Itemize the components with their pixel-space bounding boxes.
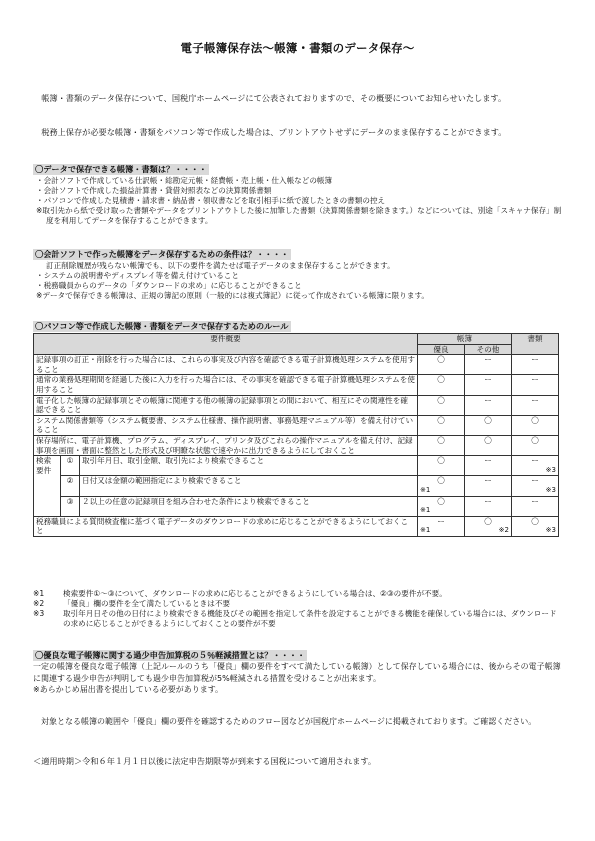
footnote-text: 「優良」欄の要件を全て満たしているときは不要 <box>63 599 231 608</box>
other-cell: ー <box>465 395 512 415</box>
requirement-cell: 通常の業務処理期間を経過した後に入力を行った場合には、その事実を確認できる電子計算機処理システムを使用すること <box>34 375 418 395</box>
other-cell: ー <box>465 456 512 476</box>
list-item: ・システムの説明書やディスプレイ等を備え付けていること <box>36 271 239 280</box>
docs-cell: 〇 <box>512 435 559 455</box>
list-item: ・会計ソフトで作成した損益計算書・貸借対照表などの決算関係書類 <box>36 186 272 195</box>
good-cell: 〇 <box>418 395 465 415</box>
list-item: ・パソコンで作成した見積書・請求書・納品書・領収書などを取引相手に紙で渡したときの書類の控え <box>36 196 386 205</box>
other-cell <box>465 516 512 536</box>
good-mark: 〇 <box>437 476 445 486</box>
search-number-cell: ③ <box>61 496 80 516</box>
docs-cell: ー <box>512 395 559 415</box>
search-number-cell: ① <box>61 456 80 476</box>
intro-paragraph-2: 税務上保存が必要な帳簿・書類をパソコン等で作成した場合は、プリントアウトせずにデータのまま保存することができます。 <box>41 127 507 137</box>
good-note: ※1 <box>420 506 431 515</box>
table-row <box>34 456 559 476</box>
good-cell: 〇 <box>418 415 465 435</box>
search-number-cell: ② <box>61 476 80 496</box>
intro-paragraph: 帳簿・書類のデータ保存について、国税庁ホームページにて公表されておりますので、その概要についてお知らせいたします。 <box>41 93 507 103</box>
table-row <box>34 496 559 516</box>
table-row <box>34 516 559 536</box>
docs-cell: 〇 <box>512 415 559 435</box>
footnote <box>33 589 563 599</box>
column-header-requirement: 要件概要 <box>34 334 418 355</box>
docs-mark: 〇 <box>531 516 539 526</box>
good-cell <box>418 456 465 476</box>
section-heading-2: 〇会計ソフトで作った帳簿をデータ保存するための条件は？・・・・ <box>35 249 289 259</box>
column-header-docs: 書類 <box>512 334 559 355</box>
good-cell <box>418 516 465 536</box>
closing-paragraph: 対象となる帳簿の範囲や「優良」欄の要件を確認するためのフロー図などが国税庁ホームページに掲載されております。ご確認ください。 <box>41 717 537 726</box>
table-row <box>34 355 559 375</box>
good-note: ※1 <box>420 526 431 535</box>
footnote-key: ※1 <box>33 589 45 598</box>
good-mark: 〇 <box>437 496 445 506</box>
rules-table <box>33 333 559 537</box>
docs-cell: ー <box>512 355 559 375</box>
section2-list <box>36 261 566 301</box>
good-cell: 〇 <box>418 375 465 395</box>
table-row <box>34 375 559 395</box>
footnote-text: 取引年月日その他の日付により検索できる機能及びその範囲を指定して条件を設定することができる機能を確保している場合には、ダウンロードの求めに応じることができるようにしておくことの要件が不要 <box>63 609 557 628</box>
good-cell <box>418 476 465 496</box>
footnote <box>33 599 563 609</box>
good-note: ※1 <box>420 485 431 494</box>
effective-date: ＜適用時期＞令和６年１月１日以後に法定申告期限等が到来する国税について適用されます。 <box>33 756 377 766</box>
other-cell: ー <box>465 476 512 496</box>
section1-list <box>36 176 566 226</box>
section4-text: 一定の帳簿を優良な電子帳簿（上記ルールのうち「優良」欄の要件をすべて満たしている帳簿）として保存している場合には、後からその電子帳簿に関連する過少申告が判明しても過少申告加算税が5%軽減される措置を受けることが出来ます。 <box>33 662 561 683</box>
other-cell: 〇 <box>465 415 512 435</box>
list-item: 訂正削除履歴が残らない帳簿でも、以下の要件を満たせば電子データのまま保存することができます。 <box>46 261 395 270</box>
list-item: ・税務職員からのデータの「ダウンロードの求め」に応じることができること <box>36 281 302 290</box>
requirement-cell: 保存場所に、電子計算機、プログラム、ディスプレイ、プリンタ及びこれらの操作マニュアルを備え付け、記録事項を画面・書面に整然とした形式及び明瞭な状態で速やかに出力できるようにしておくこと <box>34 435 418 455</box>
requirement-cell: 電子化した帳簿の記録事項とその帳簿に関連する他の帳簿の記録事項との間において、相互にその関連性を確認できること <box>34 395 418 415</box>
footnote-key: ※3 <box>33 609 45 618</box>
other-note: ※2 <box>498 526 509 535</box>
section4-paragraph <box>33 661 563 696</box>
table-row <box>34 435 559 455</box>
footnote-key: ※2 <box>33 599 45 608</box>
requirement-cell: ２以上の任意の記録項目を組み合わせた条件により検索できること <box>80 496 418 516</box>
table-row <box>34 395 559 415</box>
requirement-cell: 記録事項の訂正・削除を行った場合には、これらの事実及び内容を確認できる電子計算機処理システムを使用すること <box>34 355 418 375</box>
table-row <box>34 476 559 496</box>
section-heading-4: 〇優良な電子帳簿に関する過少申告加算税の５％軽減措置とは？・・・・ <box>35 650 306 660</box>
column-header-other: その他 <box>465 344 512 355</box>
section-heading-3: 〇パソコン等で作成した帳簿・書類をデータで保存するためのルール <box>35 321 289 331</box>
good-mark: 〇 <box>437 456 445 466</box>
column-header-good: 優良 <box>418 344 465 355</box>
section-heading-1: 〇データで保存できる帳簿・書類は？・・・・ <box>35 164 207 174</box>
docs-cell <box>512 476 559 496</box>
requirement-cell: 日付又は金額の範囲指定により検索できること <box>80 476 418 496</box>
good-cell: 〇 <box>418 355 465 375</box>
section4-note: ※あらかじめ届出書を提出している必要があります。 <box>33 685 224 694</box>
requirement-cell: システム関係書類等（システム概要書、システム仕様書、操作説明書、事務処理マニュアル等）を備え付けていること <box>34 415 418 435</box>
good-cell: 〇 <box>418 435 465 455</box>
good-mark: ー <box>437 516 445 526</box>
docs-note: ※3 <box>545 526 556 535</box>
other-mark: 〇 <box>484 516 492 526</box>
footnote-text: 検索要件①〜③について、ダウンロードの求めに応じることができるようにしている場合は、②③の要件が不要。 <box>63 589 447 598</box>
docs-cell <box>512 456 559 476</box>
other-cell: ー <box>465 355 512 375</box>
good-cell <box>418 496 465 516</box>
docs-cell: ー <box>512 375 559 395</box>
table-row <box>34 415 559 435</box>
other-cell: ー <box>465 496 512 516</box>
list-item: ※データで保存できる帳簿は、正規の簿記の原則（一般的には複式簿記）に従って作成されている帳簿に限ります。 <box>36 291 430 300</box>
docs-cell: ー <box>512 496 559 516</box>
requirement-cell: 税務職員による質問検査権に基づく電子データのダウンロードの求めに応じることができるようにしておくこと <box>34 516 418 536</box>
other-cell: 〇 <box>465 435 512 455</box>
column-header-books: 帳簿 <box>418 334 512 345</box>
footnotes <box>33 589 563 629</box>
docs-mark: ー <box>531 456 539 466</box>
list-item: ・会計ソフトで作成している仕訳帳・総勘定元帳・経費帳・売上帳・仕入帳などの帳簿 <box>36 176 333 185</box>
search-label-cell: 検索要件 <box>34 456 61 517</box>
docs-note: ※3 <box>545 485 556 494</box>
page-title: 電子帳簿保存法〜帳簿・書類のデータ保存〜 <box>180 41 415 55</box>
requirement-cell: 取引年月日、取引金額、取引先により検索できること <box>80 456 418 476</box>
list-item-note: ※取引先から紙で受け取った書類やデータをプリントアウトした後に加筆した書類（決算関係書類を除きます。）などについては、別途「スキャナ保存」制度を利用してデータを保存することができます。 <box>36 206 562 225</box>
docs-cell <box>512 516 559 536</box>
docs-mark: ー <box>531 476 539 486</box>
footnote <box>33 609 563 629</box>
other-cell: ー <box>465 375 512 395</box>
docs-note: ※3 <box>545 465 556 474</box>
